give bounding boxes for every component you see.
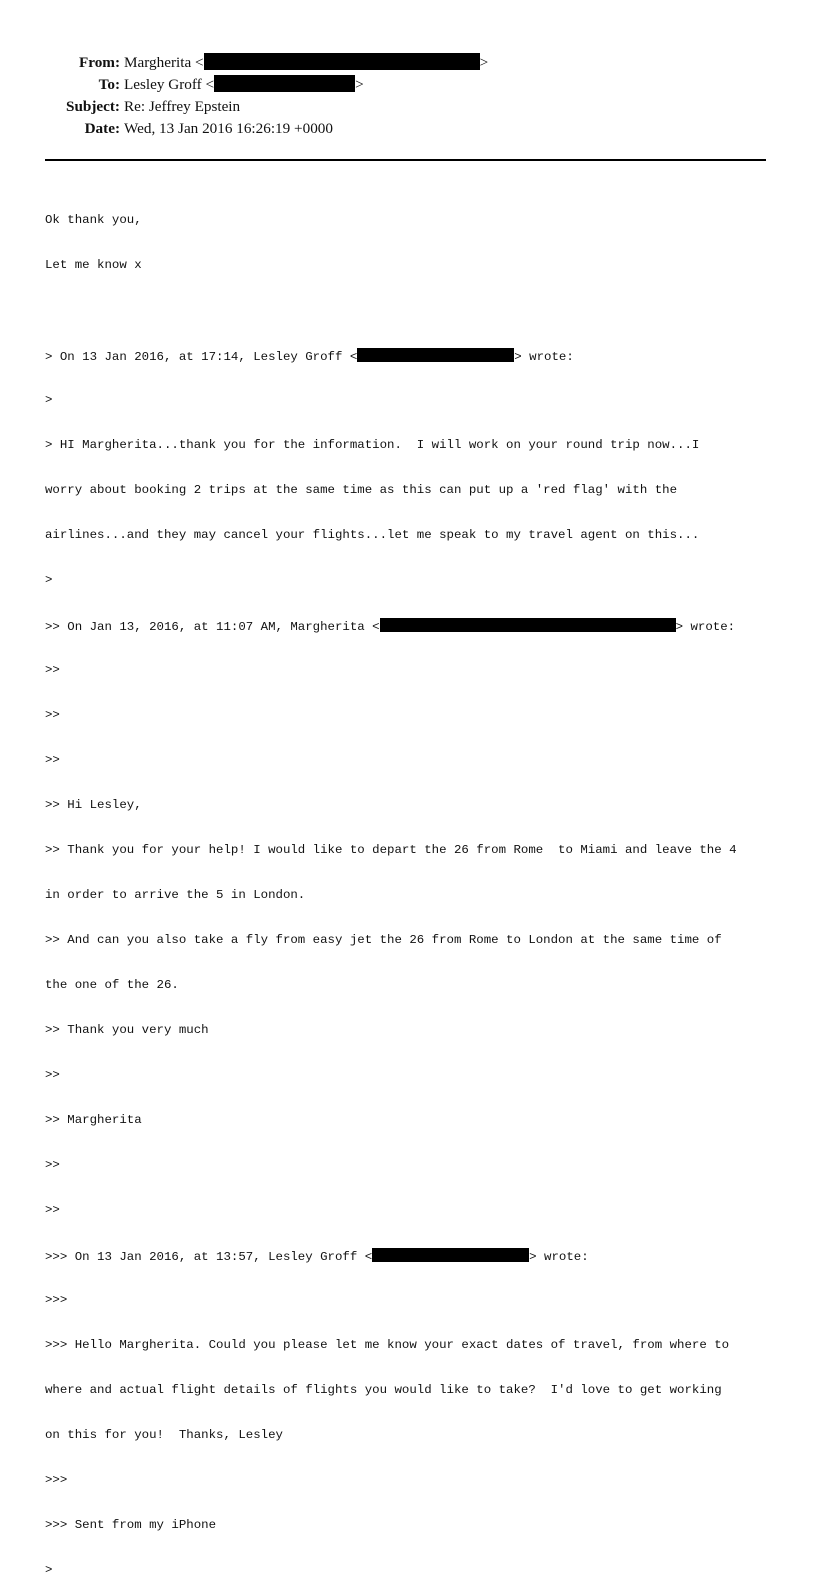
redaction-bar <box>380 618 676 632</box>
body-line: >> Thank you very much <box>45 1023 209 1037</box>
body-line: airlines...and they may cancel your flights...let me speak to my travel agent on this... <box>45 528 700 542</box>
body-line: > <box>45 1563 53 1577</box>
body-line: the one of the 26. <box>45 978 179 992</box>
from-close: > <box>479 54 489 71</box>
body-line: >>> <box>45 1473 68 1487</box>
redaction-bar <box>214 75 355 92</box>
body-line: Ok thank you, <box>45 213 142 227</box>
body-line: > HI Margherita...thank you for the information. I will work on your round trip now...I <box>45 438 700 452</box>
quote-header-end: > wrote: <box>675 620 736 634</box>
date-label: Date: <box>84 120 120 137</box>
from-name: Margherita < <box>124 54 204 71</box>
body-line: >> <box>45 708 60 722</box>
body-line: in order to arrive the 5 in London. <box>45 888 306 902</box>
body-line: Let me know x <box>45 258 142 272</box>
body-line: >> Thank you for your help! I would like to depart the 26 from Rome to Miami and leave the 4 <box>45 843 737 857</box>
to-close: > <box>355 76 364 93</box>
redaction-bar <box>357 348 514 362</box>
email-header <box>0 52 816 140</box>
date-value: Wed, 13 Jan 2016 16:26:19 +0000 <box>124 120 333 137</box>
quote-header-text: > On 13 Jan 2016, at 17:14, Lesley Groff < <box>45 350 358 364</box>
redaction-bar <box>204 53 480 70</box>
body-line: >>> Sent from my iPhone <box>45 1518 217 1532</box>
date-row <box>0 118 816 140</box>
quote-header-end: > wrote: <box>529 1250 589 1264</box>
body-line: > <box>45 393 53 407</box>
quote-header-line <box>45 1248 785 1263</box>
body-line: worry about booking 2 trips at the same time as this can put up a 'red flag' with the <box>45 483 678 497</box>
body-line: >> <box>45 753 60 767</box>
redaction-bar <box>372 1248 529 1262</box>
body-line: > <box>45 573 53 587</box>
from-value <box>124 52 488 74</box>
quote-header-end: > wrote: <box>514 350 574 364</box>
header-divider <box>45 159 766 161</box>
subject-label: Subject: <box>66 98 120 115</box>
body-line: >> And can you also take a fly from easy jet the 26 from Rome to London at the same time of <box>45 933 722 947</box>
from-row <box>0 52 816 74</box>
body-line: >> Hi Lesley, <box>45 798 142 812</box>
body-line: >> <box>45 663 60 677</box>
body-line: on this for you! Thanks, Lesley <box>45 1428 283 1442</box>
body-line: >>> <box>45 1293 68 1307</box>
to-label: To: <box>98 76 120 93</box>
to-value <box>124 74 364 96</box>
body-line: >> Margherita <box>45 1113 142 1127</box>
to-row <box>0 74 816 96</box>
body-line: >> <box>45 1158 60 1172</box>
subject-value: Re: Jeffrey Epstein <box>124 98 241 115</box>
quote-header-line <box>45 348 785 363</box>
subject-row <box>0 96 816 118</box>
body-line: >> <box>45 1068 60 1082</box>
body-line: >>> Hello Margherita. Could you please let me know your exact dates of travel, from where to <box>45 1338 730 1352</box>
quote-header-line <box>45 618 785 633</box>
from-label: From: <box>78 54 120 71</box>
body-line: where and actual flight details of flights you would like to take? I'd love to get working <box>45 1383 722 1397</box>
quote-header-text: >>> On 13 Jan 2016, at 13:57, Lesley Groff < <box>45 1250 373 1264</box>
quote-header-text: >> On Jan 13, 2016, at 11:07 AM, Margherita < <box>45 620 380 634</box>
body-line <box>45 303 785 318</box>
email-body <box>45 183 785 1593</box>
body-line: >> <box>45 1203 60 1217</box>
to-name: Lesley Groff < <box>124 76 215 93</box>
